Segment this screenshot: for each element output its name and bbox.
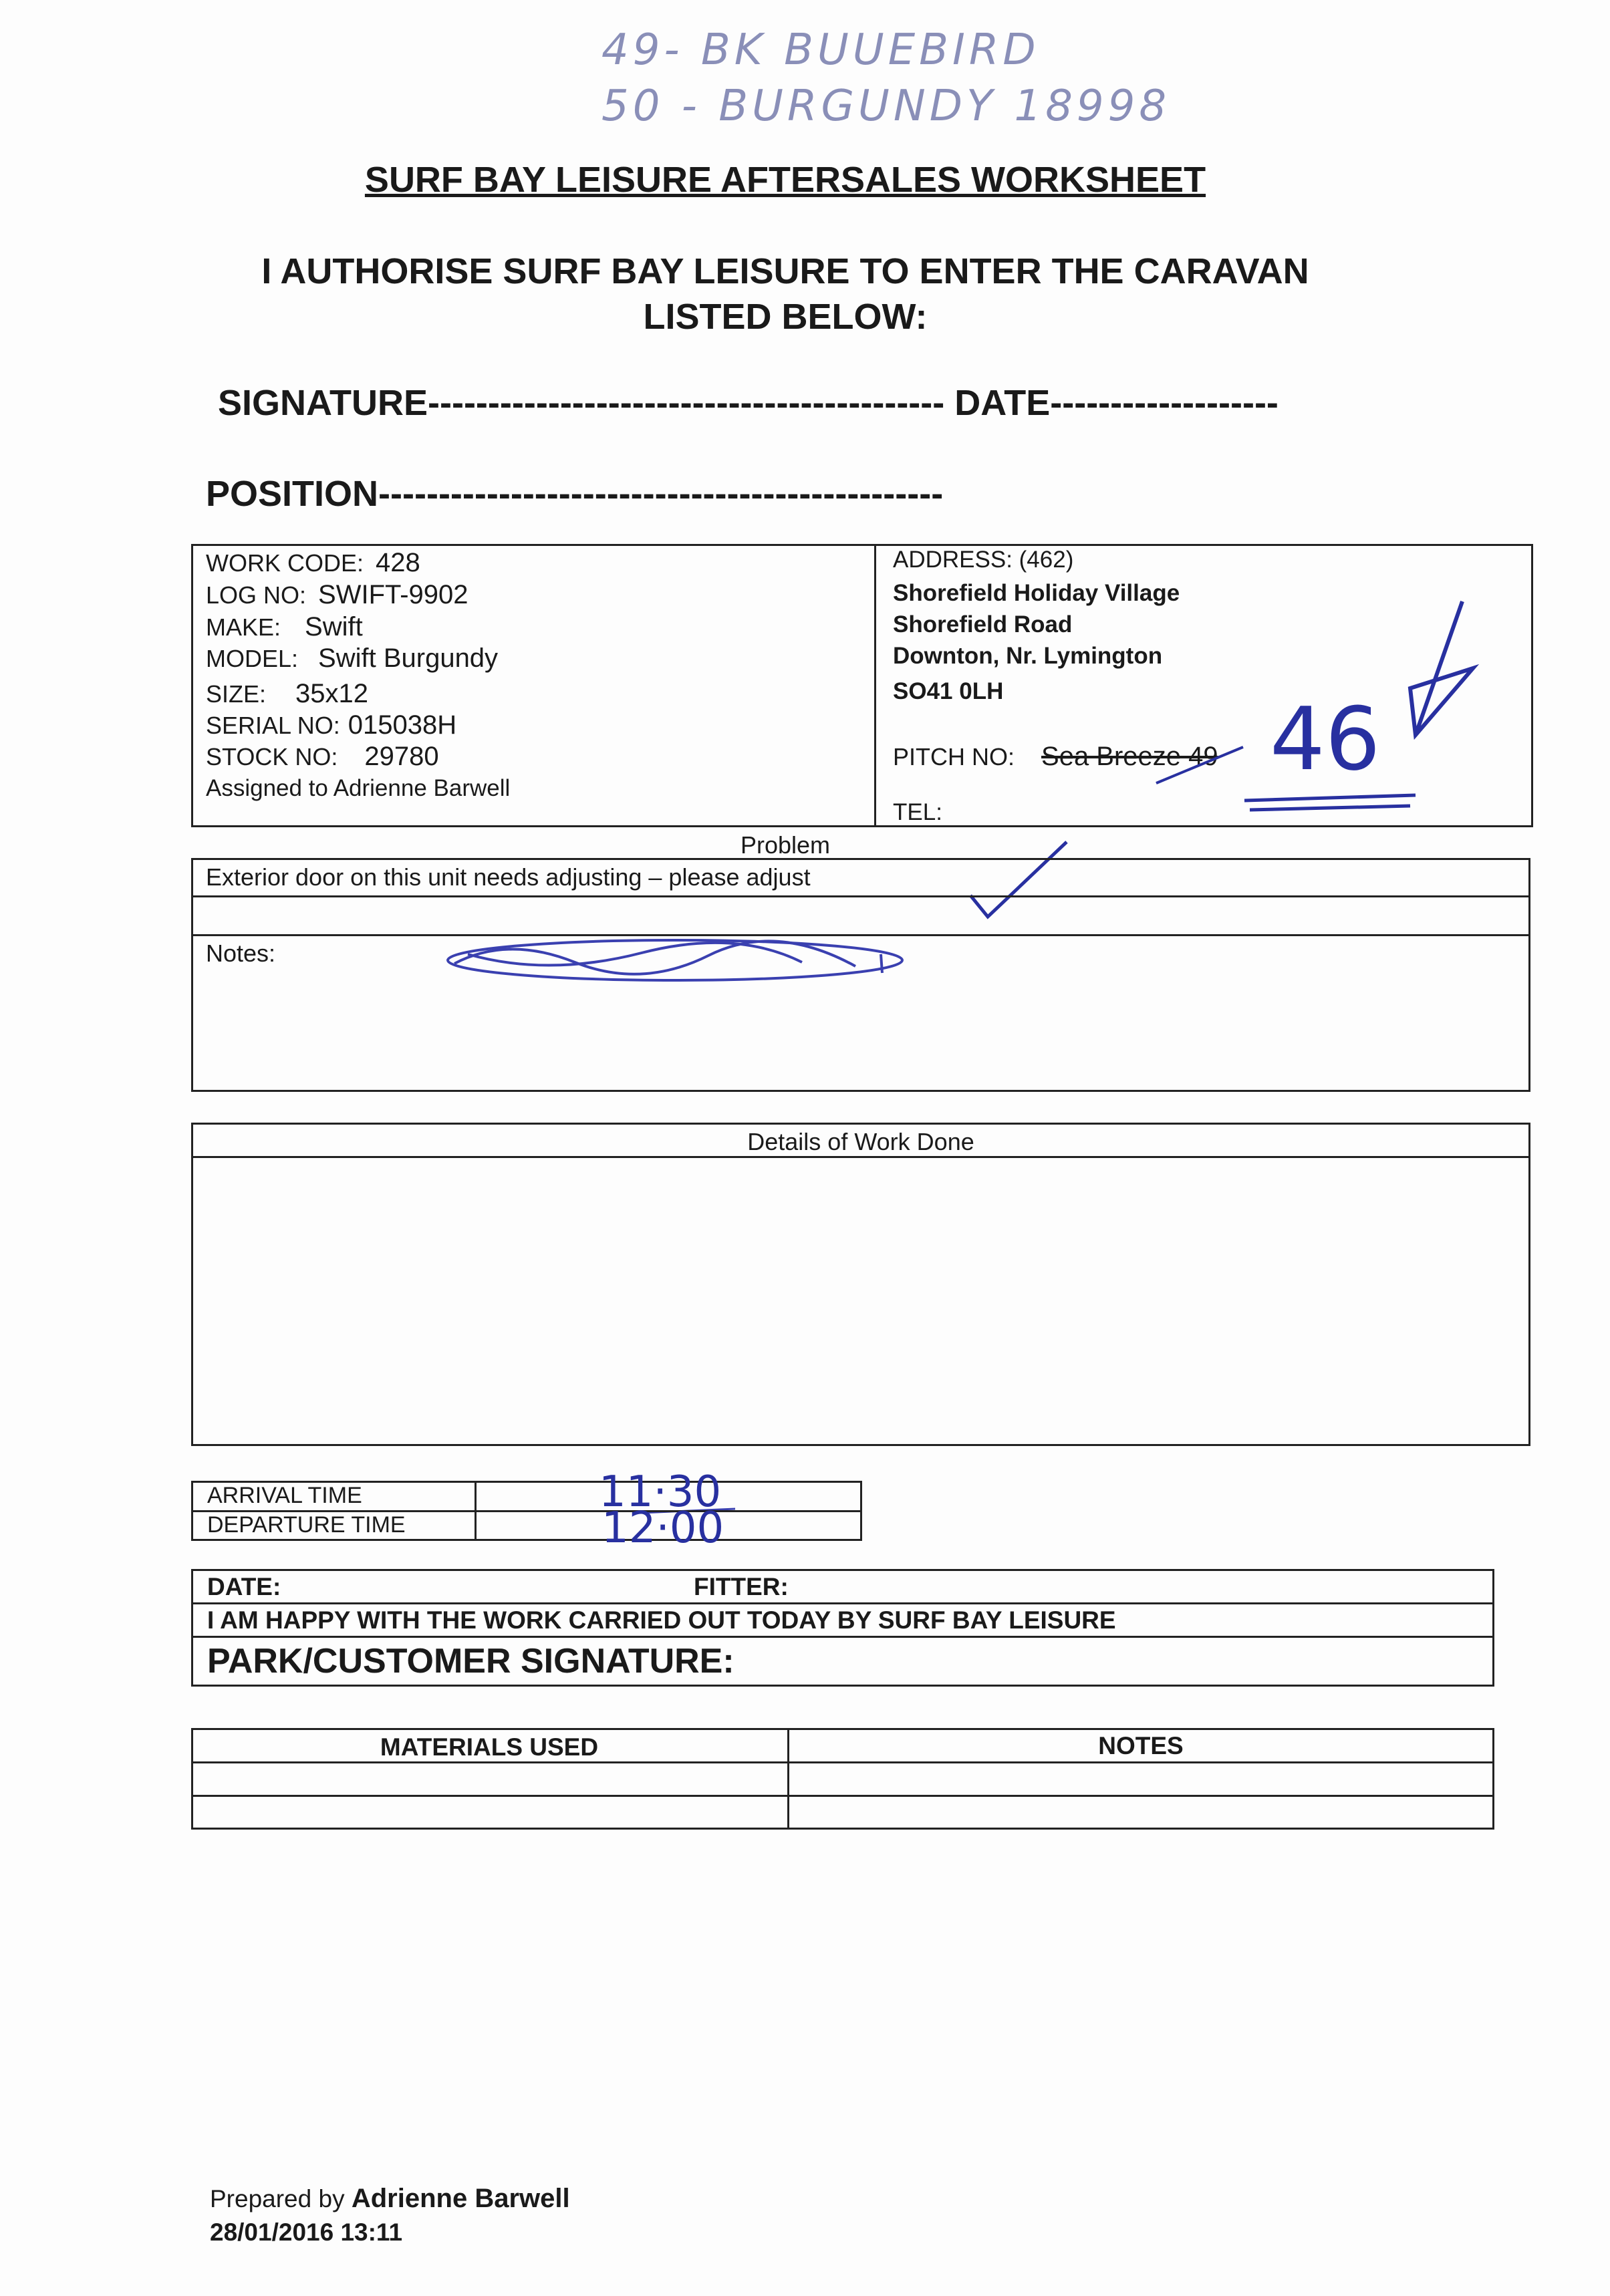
work-done-heading: Details of Work Done	[747, 1128, 974, 1155]
arrival-time-label: ARRIVAL TIME	[207, 1483, 362, 1508]
materials-line-1	[191, 1761, 1494, 1763]
make-value: Swift	[305, 612, 363, 641]
departure-time-value[interactable]: 12·00	[601, 1503, 724, 1553]
problem-heading: Problem	[740, 831, 831, 859]
signoff-line-2	[191, 1636, 1494, 1638]
address-postcode: SO41 0LH	[893, 678, 1004, 704]
model-label: MODEL:	[206, 645, 299, 672]
tel-label: TEL:	[893, 799, 942, 825]
serial-value: 015038H	[348, 710, 457, 740]
work-done-area[interactable]	[195, 1160, 1525, 1441]
signature-date-line[interactable]: SIGNATURE------------------------------------------- DATE-------------------	[218, 383, 1279, 423]
materials-line-2	[191, 1795, 1494, 1797]
happy-statement: I AM HAPPY WITH THE WORK CARRIED OUT TODAY BY SURF BAY LEISURE	[207, 1606, 1116, 1634]
address-label: ADDRESS: (462)	[893, 547, 1074, 573]
size-label: SIZE:	[206, 680, 267, 708]
pitch-underline-marks	[1156, 747, 1416, 810]
signoff-line-1	[191, 1602, 1494, 1604]
materials-notes-header: NOTES	[1098, 1732, 1184, 1759]
handwritten-note-2: 50 - BURGUNDY 18998	[601, 82, 1171, 131]
problem-line-2	[191, 934, 1530, 936]
prepared-datetime: 28/01/2016 13:11	[210, 2218, 403, 2246]
fitter-label: FITTER:	[694, 1573, 789, 1600]
size-value: 35x12	[295, 679, 369, 708]
arrow-mark	[1410, 601, 1473, 735]
notes-area[interactable]	[374, 937, 1524, 1088]
stock-value: 29780	[364, 742, 439, 771]
prepared-by-name: Adrienne Barwell	[351, 2184, 570, 2213]
address-line-3: Downton, Nr. Lymington	[893, 643, 1163, 669]
stock-label: STOCK NO:	[206, 743, 338, 770]
times-divider-v	[475, 1481, 477, 1541]
notes-label: Notes:	[206, 940, 276, 967]
pitch-label: PITCH NO:	[893, 743, 1015, 770]
address-line-2: Shorefield Road	[893, 611, 1073, 637]
serial-label: SERIAL NO:	[206, 712, 340, 739]
address-line-1: Shorefield Holiday Village	[893, 580, 1180, 606]
authorisation-line-2: LISTED BELOW:	[643, 297, 928, 337]
work-code-label: WORK CODE:	[206, 549, 364, 577]
work-code-value: 428	[376, 548, 420, 577]
arrival-time-value[interactable]: 11·30	[599, 1467, 722, 1517]
model-value: Swift Burgundy	[318, 643, 499, 673]
page-title: SURF BAY LEISURE AFTERSALES WORKSHEET	[364, 160, 1206, 200]
departure-time-label: DEPARTURE TIME	[207, 1512, 406, 1538]
log-no-label: LOG NO:	[206, 581, 307, 609]
authorisation-line-1: I AUTHORISE SURF BAY LEISURE TO ENTER THE CARAVAN	[261, 251, 1309, 291]
customer-signature-label[interactable]: PARK/CUSTOMER SIGNATURE:	[207, 1642, 734, 1681]
problem-text: Exterior door on this unit needs adjusting – please adjust	[206, 863, 811, 891]
date-label: DATE:	[207, 1573, 281, 1600]
position-line[interactable]: POSITION-----------------------------------------------	[206, 474, 944, 514]
problem-line-1	[191, 895, 1530, 897]
materials-used-header: MATERIALS USED	[380, 1733, 599, 1761]
pitch-correction-handwritten: 46	[1270, 688, 1381, 790]
pitch-value: Sea Breeze 49	[1041, 742, 1218, 771]
prepared-by-prefix: Prepared by	[210, 2185, 345, 2212]
prepared-by	[210, 2184, 570, 2214]
make-label: MAKE:	[206, 613, 281, 641]
work-done-header-line	[191, 1156, 1530, 1158]
assigned-to: Assigned to Adrienne Barwell	[206, 775, 511, 801]
log-no-value: SWIFT-9902	[318, 580, 468, 609]
handwritten-note-1: 49- BK BUUEBIRD	[601, 25, 1040, 75]
